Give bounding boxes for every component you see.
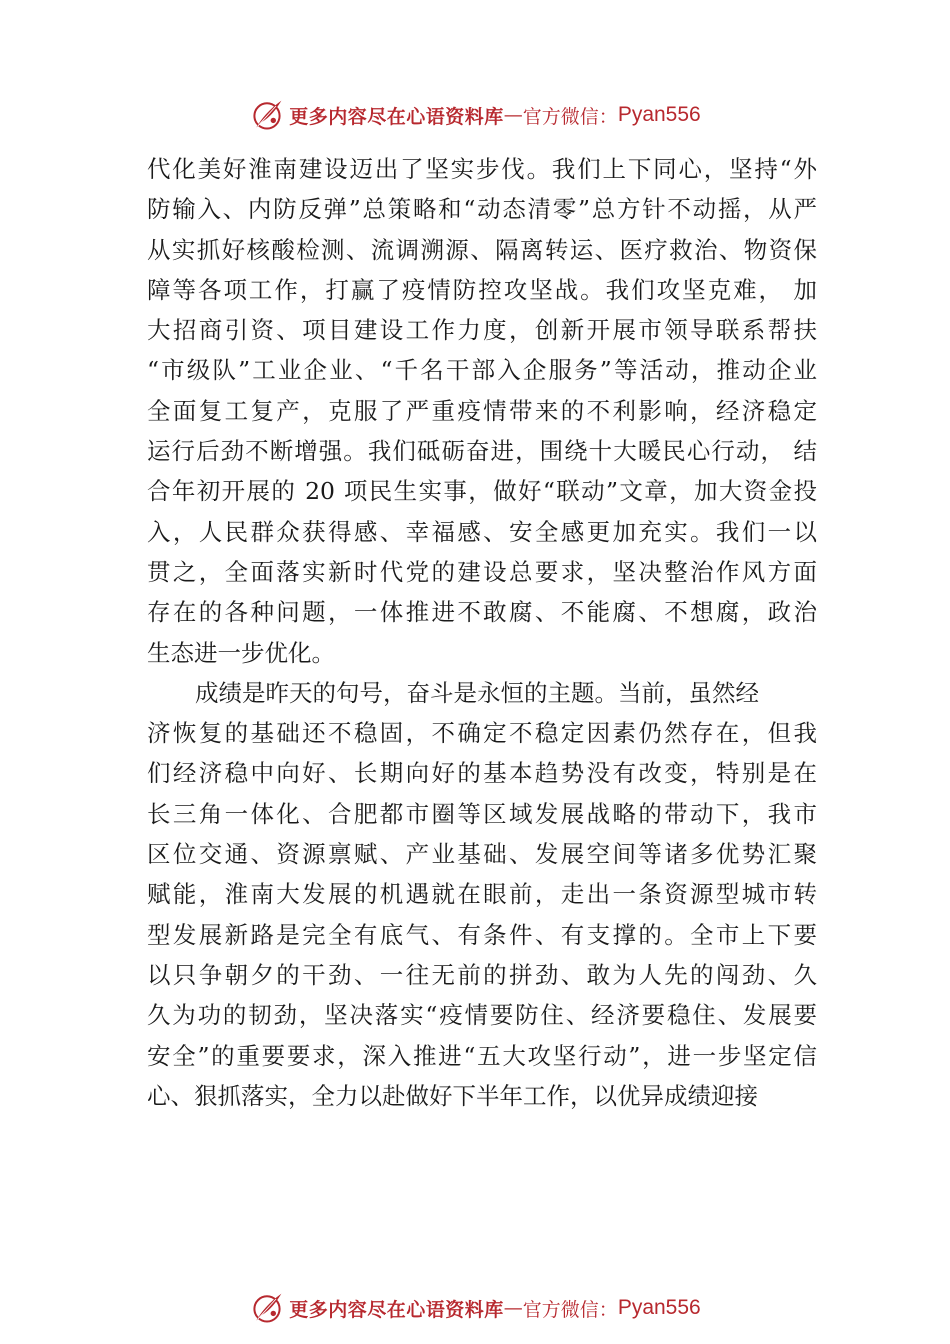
text-line: 赋能，淮南大发展的机遇就在眼前，走出一条资源型城市转 <box>147 880 817 909</box>
text-line: 心、狠抓落实，全力以赴做好下半年工作，以优异成绩迎接 <box>147 1081 758 1110</box>
text-line: 型发展新路是完全有底气、有条件、有支撑的。全市上下要 <box>147 920 817 949</box>
text-line: 大招商引资、项目建设工作力度，创新开展市领导联系帮扶 <box>147 316 817 345</box>
footer-banner <box>0 1288 950 1328</box>
text-line: 入，人民群众获得感、幸福感、安全感更加充实。我们一以 <box>147 517 817 546</box>
footer-wechat-id: Pyan556 <box>617 1296 701 1319</box>
text-line: 全面复工复产，克服了严重疫情带来的不利影响，经济稳定 <box>147 396 817 425</box>
header-separator: — <box>503 104 523 126</box>
header-brand: 更多内容尽在心语资料库 <box>289 105 504 128</box>
text-line: 合年初开展的 20 项民生实事，做好“联动”文章，加大资金投 <box>147 477 817 506</box>
paragraph-2 <box>147 673 817 1116</box>
text-line: 久为功的韧劲，坚决落实“疫情要防住、经济要稳住、发展要 <box>147 1001 817 1030</box>
text-line: 长三角一体化、合肥都市圈等区域发展战略的带动下，我市 <box>147 799 817 828</box>
text-line: 贯之，全面落实新时代党的建设总要求，坚决整治作风方面 <box>147 557 817 586</box>
document-body <box>147 149 817 1116</box>
text-line: 防输入、内防反弹”总策略和“动态清零”总方针不动摇，从严 <box>147 195 817 224</box>
text-line: 存在的各种问题，一体推进不敢腐、不能腐、不想腐，政治 <box>147 598 817 627</box>
quill-pen-circle-logo-icon <box>249 1290 285 1326</box>
text-line: 生态进一步优化。 <box>147 638 335 667</box>
text-line: “市级队”工业企业、“千名干部入企服务”等活动，推动企业 <box>147 356 817 385</box>
text-line: 运行后劲不断增强。我们砥砺奋进，围绕十大暖民心行动， 结 <box>147 437 817 466</box>
text-line: 成绩是昨天的句号，奋斗是永恒的主题。当前，虽然经 <box>195 678 759 707</box>
quill-pen-circle-logo-icon <box>249 97 285 133</box>
text-line: 区位交通、资源禀赋、产业基础、发展空间等诸多优势汇聚 <box>147 840 817 869</box>
paragraph-1 <box>147 149 817 673</box>
text-line: 障等各项工作，打赢了疫情防控攻坚战。我们攻坚克难， 加 <box>147 275 817 304</box>
text-line: 济恢复的基础还不稳固，不确定不稳定因素仍然存在，但我 <box>147 719 817 748</box>
text-line: 安全”的重要要求，深入推进“五大攻坚行动”，进一步坚定信 <box>147 1041 817 1070</box>
text-line: 以只争朝夕的干劲、一往无前的拼劲、敢为人先的闯劲、久 <box>147 960 817 989</box>
footer-wechat-label: 官方微信： <box>522 1298 618 1321</box>
text-line: 从实抓好核酸检测、流调溯源、隔离转运、医疗救治、物资保 <box>147 235 817 264</box>
header-banner <box>0 95 950 135</box>
footer-separator: — <box>503 1297 523 1319</box>
text-line: 代化美好淮南建设迈出了坚实步伐。我们上下同心，坚持“外 <box>147 155 817 183</box>
text-line: 们经济稳中向好、长期向好的基本趋势没有改变，特别是在 <box>147 759 817 788</box>
header-wechat-label: 官方微信： <box>522 105 618 128</box>
footer-brand: 更多内容尽在心语资料库 <box>289 1298 504 1321</box>
header-wechat-id: Pyan556 <box>617 103 701 126</box>
